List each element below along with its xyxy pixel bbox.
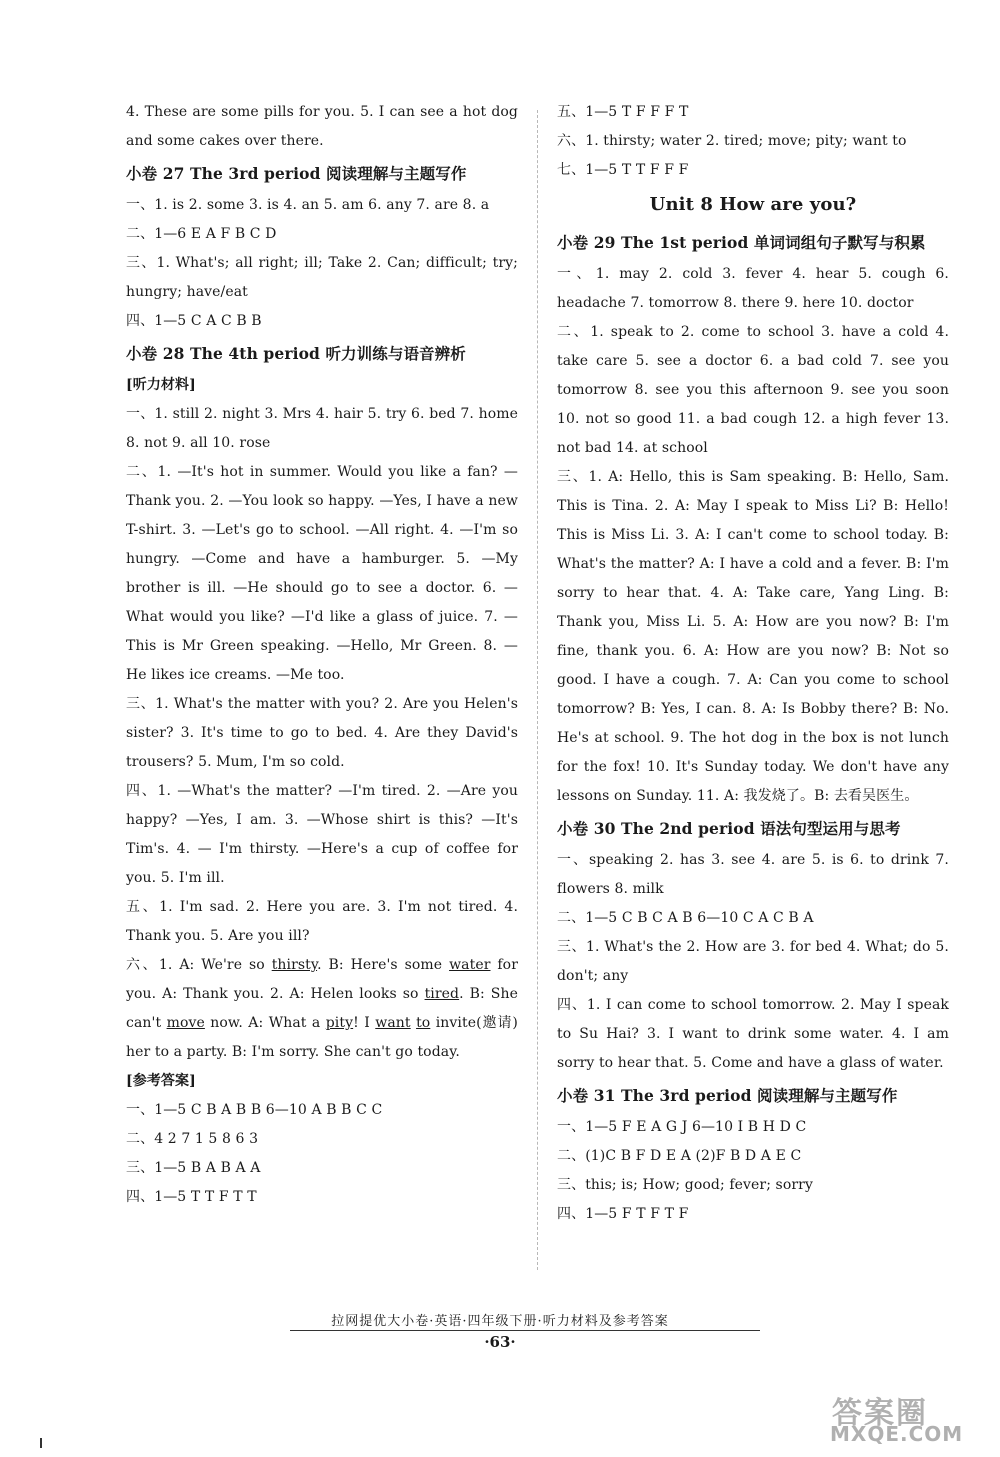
underlined-word: to [416,1015,431,1031]
answer-paragraph: 一、1—5 C B A B B 6—10 A B B C C [126,1102,383,1118]
watermark-logo [830,1388,980,1448]
answer-paragraph: 四、1—5 C A C B B [126,313,262,329]
answer-paragraph: 四、1. I can come to school tomorrow. 2. May I speak to Su Hai? 3. I want to drink some water. 4. I am sorry to hear that. 5. Come and have a glass of water. [557,997,949,1071]
underlined-word: thirsty [271,957,318,973]
answer-paragraph: 四、1—5 T T F T T [126,1189,257,1205]
answer-paragraph: 七、1—5 T T F F F [557,162,689,178]
answer-paragraph: 一、1. still 2. night 3. Mrs 4. hair 5. try 6. bed 7. home 8. not 9. all 10. rose [126,406,518,451]
underlined-word: water [449,957,491,973]
underlined-word: want [375,1015,411,1031]
underlined-word: move [166,1015,205,1031]
answer-paragraph: 一、1. may 2. cold 3. fever 4. hear 5. cough 6. headache 7. tomorrow 8. there 9. here 10. doctor [557,266,949,311]
answer-paragraph: 二、1—5 C B C A B 6—10 C A C B A [557,910,814,926]
scan-mark [40,1438,42,1448]
footer-rule [290,1330,760,1331]
watermark-text: 答案圈 [832,1396,928,1431]
answer-paragraph: 二、1—6 E A F B C D [126,226,277,242]
section-heading: 小卷 30 The 2nd period 语法句型运用与思考 [557,819,901,838]
watermark-domain: MXQE.COM [830,1422,964,1446]
answer-paragraph: 四、1—5 F T F T F [557,1206,689,1222]
column-divider [537,110,538,1270]
text-run: invite(邀请) her to a party. B: I'm sorry. She can't go today. [126,1015,518,1060]
answer-paragraph: 三、1. What's the matter with you? 2. Are you Helen's sister? 3. It's time to go to bed. 4. Are they David's trousers? 5. Mum, I'm so cold. [126,696,518,770]
text-run: ! I [353,1015,376,1031]
left-column [126,98,518,1212]
underlined-word: tired [424,986,460,1002]
answer-paragraph: 三、1. What's; all right; ill; Take 2. Can; difficult; try; hungry; have/eat [126,255,518,300]
answer-paragraph: 一、1. is 2. some 3. is 4. an 5. am 6. any 7. are 8. a [126,197,490,213]
answer-paragraph: 三、1. A: Hello, this is Sam speaking. B: Hello, Sam. This is Tina. 2. A: May I speak to Miss Li? B: Hello! This is Miss Li. 3. A: I can't come to school today. B: What's the matter? A: I have a cold and a fever. B: I'm sorry to hear that. 4. A: Take care, Yang Ling. B: Thank you, Miss Li. 5. A: How are you now? B: I'm fine, thank you. 6. A: How are you now? B: Not so good. I have a cough. 7. A: Can you come to school tomorrow? B: Yes, I can. 8. A: Is Bobby there? B: No. He's at school. 9. The hot dog in the box is not lunch for the fox! 10. It's Sunday today. We don't have any lessons on Sunday. 11. A: 我发烧了。B: 去看吴医生。 [557,469,949,804]
answer-paragraph: 三、this; is; How; good; fever; sorry [557,1177,813,1193]
answer-paragraph: 一、1—5 F E A G J 6—10 I B H D C [557,1119,807,1135]
bracket-label: [参考答案] [126,1073,196,1089]
answer-paragraph: 二、1. —It's hot in summer. Would you like a fan? —Thank you. 2. —You look so happy. —Yes, I have a new T-shirt. 3. —Let's go to school. —All right. 4. —I'm so hungry. —Come and have a hamburger. 5. —My brother is ill. —He should go to see a doctor. 6. —What would you like? —I'd like a glass of juice. 7. —This is Mr Green speaking. —Hello, Mr Green. 8. —He likes ice creams. —Me too. [126,464,518,683]
answer-paragraph: 三、1. What's the 2. How are 3. for bed 4. What; do 5. don't; any [557,939,949,984]
underlined-word: pity [325,1015,354,1031]
text-run: 六、1. A: We're so [126,957,272,973]
bracket-label: [听力材料] [126,377,196,393]
answer-paragraph: 五、1. I'm sad. 2. Here you are. 3. I'm not tired. 4. Thank you. 5. Are you ill? [126,899,518,944]
text-run: . B: She can't [126,986,518,1031]
answer-paragraph: 4. These are some pills for you. 5. I can see a hot dog and some cakes over there. [126,104,518,149]
answer-paragraph [126,951,518,1067]
answer-paragraph: 二、4 2 7 1 5 8 6 3 [126,1131,259,1147]
answer-paragraph: 五、1—5 T F F F T [557,104,689,120]
page-number: ·63· [484,1333,516,1351]
text-run: . B: Here's some [317,957,450,973]
footer-title: 拉网提优大小卷·英语·四年级下册·听力材料及参考答案 [331,1314,669,1329]
answer-paragraph: 二、1. speak to 2. come to school 3. have a cold 4. take care 5. see a doctor 6. a bad cold 7. see you tomorrow 8. see you this afternoon 9. see you soon 10. not so good 11. a bad cough 12. a high fever 13. not bad 14. at school [557,324,949,456]
section-heading: 小卷 31 The 3rd period 阅读理解与主题写作 [557,1086,898,1105]
text-run: now. A: What a [204,1015,326,1031]
section-heading: 小卷 27 The 3rd period 阅读理解与主题写作 [126,164,467,183]
section-heading: 小卷 28 The 4th period 听力训练与语音辨析 [126,344,466,363]
text-run: for you. A: Thank you. 2. A: Helen looks so [126,957,518,1002]
answer-paragraph: 一、speaking 2. has 3. see 4. are 5. is 6. to drink 7. flowers 8. milk [557,852,949,897]
section-heading: 小卷 29 The 1st period 单词词组句子默写与积累 [557,233,926,252]
unit-title: Unit 8 How are you? [649,194,857,215]
answer-paragraph: 六、1. thirsty; water 2. tired; move; pity; want to [557,133,907,149]
answer-paragraph: 四、1. —What's the matter? —I'm tired. 2. —Are you happy? —Yes, I am. 3. —Whose shirt is this? —It's Tim's. 4. — I'm thirsty. —Here's a cup of coffee for you. 5. I'm ill. [126,783,518,886]
answer-paragraph: 二、(1)C B F D E A (2)F B D A E C [557,1148,802,1164]
answer-paragraph: 三、1—5 B A B A A [126,1160,261,1176]
right-column [557,98,949,1229]
